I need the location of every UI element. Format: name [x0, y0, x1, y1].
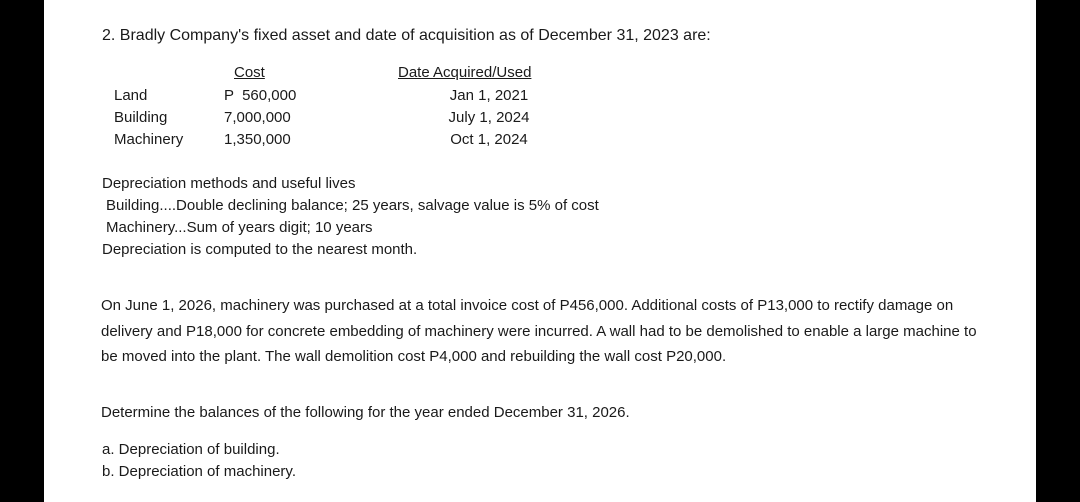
asset-label-machinery: Machinery	[114, 131, 184, 148]
asset-date-building: July 1, 2024	[448, 109, 530, 126]
cost-column-header: Cost	[234, 64, 265, 81]
question-a: a. Depreciation of building.	[102, 441, 280, 458]
asset-date-machinery: Oct 1, 2024	[450, 131, 528, 148]
problem-title: 2. Bradly Company's fixed asset and date of acquisition as of December 31, 2023 are:	[102, 27, 711, 44]
determine-instruction: Determine the balances of the following for the year ended December 31, 2026.	[101, 404, 630, 421]
question-b: b. Depreciation of machinery.	[102, 463, 296, 480]
asset-label-land: Land	[114, 87, 148, 104]
asset-cost-machinery: 1,350,000	[224, 131, 291, 148]
depreciation-heading: Depreciation methods and useful lives	[102, 175, 356, 192]
depreciation-rounding-note: Depreciation is computed to the nearest month.	[102, 241, 418, 258]
date-column-header: Date Acquired/Used	[398, 64, 532, 81]
asset-label-building: Building	[114, 109, 168, 126]
asset-date-land: Jan 1, 2021	[449, 87, 529, 104]
document-page	[44, 0, 1036, 502]
depreciation-building: Building....Double declining balance; 25 years, salvage value is 5% of cost	[106, 197, 599, 214]
depreciation-machinery: Machinery...Sum of years digit; 10 years	[106, 219, 373, 236]
asset-cost-land: P 560,000	[224, 87, 297, 104]
machinery-purchase-paragraph: On June 1, 2026, machinery was purchased at a total invoice cost of P456,000. Additional costs of P13,000 to rectify damage on delivery and P18,000 for concrete embedding of machinery were incurred. A wall had to be demolished to enable a large machine to be moved into the plant. The wall demolition cost P4,000 and rebuilding the wall cost P20,000.	[101, 297, 977, 365]
asset-cost-building: 7,000,000	[224, 109, 291, 126]
